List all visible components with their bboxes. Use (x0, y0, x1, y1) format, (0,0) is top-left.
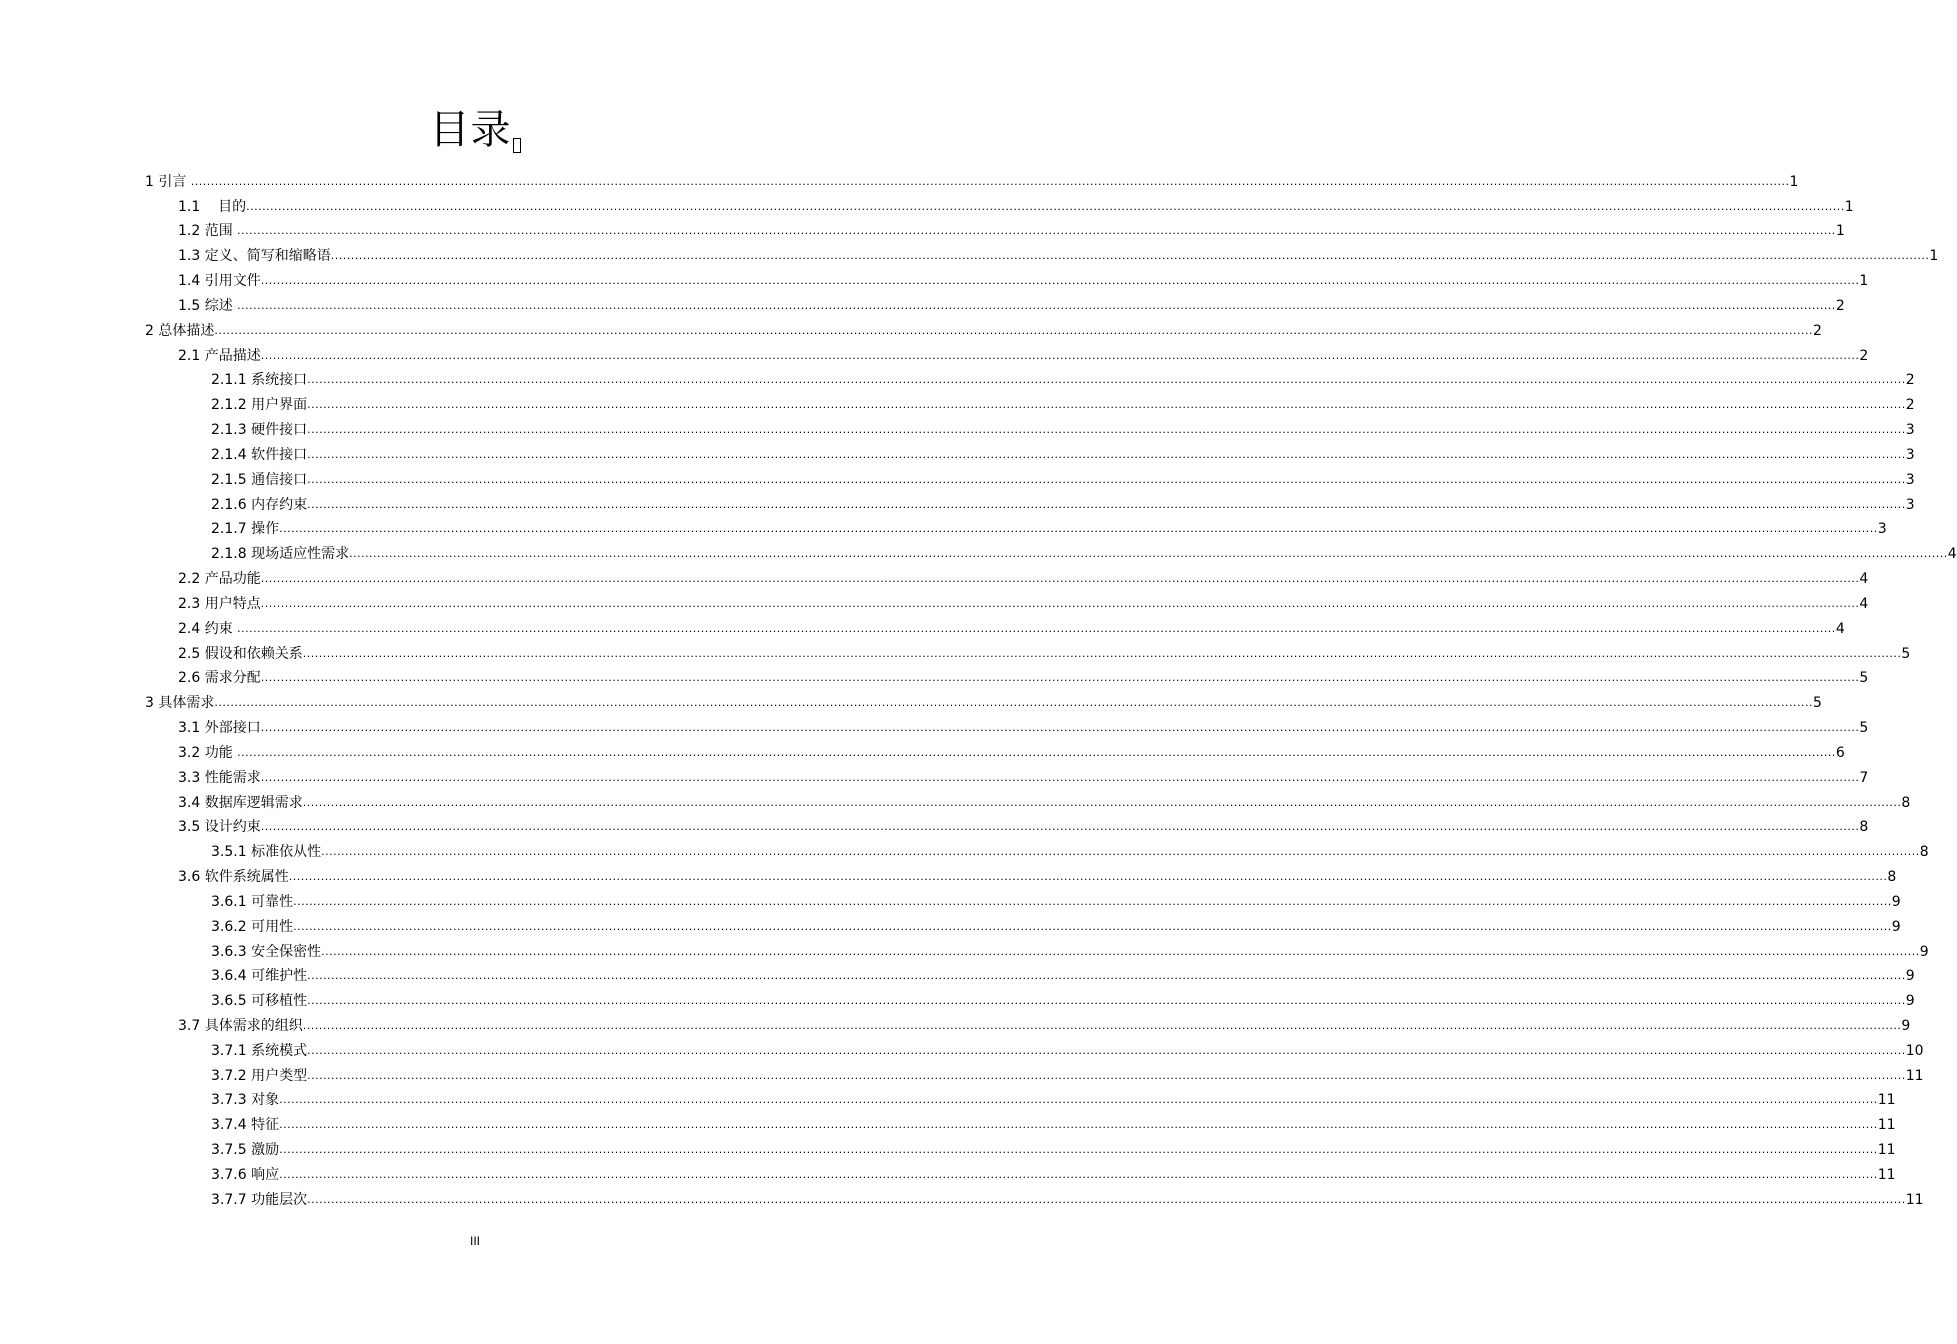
toc-entry[interactable] (0, 1184, 1924, 1209)
toc-leader-dots: ................................................................................................................................................................................................................................................................................................................................................................................................................ (237, 621, 1836, 635)
toc-leader-dots: ................................................................................................................................................................................................................................................................................................................................................................................................................ (237, 224, 1836, 238)
toc-leader-dots: ................................................................................................................................................................................................................................................................................................................................................................................................................ (302, 795, 1902, 809)
toc-leader-dots: ................................................................................................................................................................................................................................................................................................................................................................................................................ (307, 472, 1906, 486)
toc-leader-dots: ................................................................................................................................................................................................................................................................................................................................................................................................................ (260, 671, 1860, 685)
toc-entry-page: 2 (1859, 347, 1869, 364)
toc-entry-page: 11 (1877, 1117, 1896, 1134)
toc-leader-dots: ................................................................................................................................................................................................................................................................................................................................................................................................................ (321, 944, 1920, 958)
toc-leader-dots: ................................................................................................................................................................................................................................................................................................................................................................................................................ (307, 1192, 1906, 1206)
toc-entry-label: 3.5 设计约束 (178, 819, 261, 836)
placeholder-glyph-icon (513, 138, 521, 153)
toc-entry-line (211, 371, 1915, 389)
toc-entry-label: 2 总体描述 (145, 322, 215, 339)
toc-entry-line (211, 1091, 1896, 1109)
toc-entry[interactable] (0, 191, 1854, 216)
toc-entry-page: 11 (1877, 1142, 1896, 1159)
toc-entry-label: 3.5.1 标准依从性 (211, 844, 322, 861)
toc-entry[interactable] (0, 1134, 1896, 1159)
toc-entry-line (211, 545, 1957, 563)
toc-entry-page: 6 (1835, 744, 1845, 761)
toc-leader-dots: ................................................................................................................................................................................................................................................................................................................................................................................................................ (214, 696, 1813, 710)
toc-leader-dots: ................................................................................................................................................................................................................................................................................................................................................................................................................ (237, 745, 1836, 759)
toc-entry-page: 4 (1835, 620, 1845, 637)
toc-entry-page: 1 (1929, 248, 1939, 265)
toc-leader-dots: ................................................................................................................................................................................................................................................................................................................................................................................................................ (307, 373, 1906, 387)
toc-entry[interactable] (0, 414, 1915, 439)
toc-entry-line (178, 198, 1854, 216)
toc-leader-dots: ................................................................................................................................................................................................................................................................................................................................................................................................................ (260, 770, 1860, 784)
toc-entry[interactable] (0, 737, 1845, 762)
toc-leader-dots: ................................................................................................................................................................................................................................................................................................................................................................................................................ (307, 497, 1906, 511)
toc-leader-dots: ................................................................................................................................................................................................................................................................................................................................................................................................................ (288, 870, 1888, 884)
toc-entry-line (211, 918, 1901, 936)
toc-entry[interactable] (0, 1109, 1896, 1134)
toc-leader-dots: ................................................................................................................................................................................................................................................................................................................................................................................................................ (260, 348, 1860, 362)
toc-entry-label: 2.1.1 系统接口 (211, 372, 308, 389)
toc-entry-label: 3.6.4 可维护性 (211, 968, 308, 985)
toc-entry-page: 5 (1813, 695, 1822, 712)
toc-entry-page: 5 (1859, 670, 1869, 687)
toc-leader-dots: ................................................................................................................................................................................................................................................................................................................................................................................................................ (307, 1043, 1906, 1057)
toc-entry-label: 3.7.4 特征 (211, 1117, 280, 1134)
toc-entry-label: 3.6 软件系统属性 (178, 869, 289, 886)
toc-leader-dots: ................................................................................................................................................................................................................................................................................................................................................................................................................ (260, 721, 1860, 735)
toc-entry-page: 1 (1835, 223, 1845, 240)
toc-entry-page: 8 (1887, 869, 1897, 886)
toc-entry-label: 2.1.8 现场适应性需求 (211, 546, 350, 563)
toc-entry-line (211, 967, 1915, 985)
toc-leader-dots: ................................................................................................................................................................................................................................................................................................................................................................................................................ (246, 199, 1845, 213)
toc-entry-page: 2 (1835, 297, 1845, 314)
toc-entry-line (178, 669, 1869, 687)
toc-entry-page: 9 (1901, 1017, 1911, 1034)
toc-entry-line (211, 520, 1887, 538)
toc-entry[interactable] (0, 712, 1869, 737)
toc-leader-dots: ................................................................................................................................................................................................................................................................................................................................................................................................................ (279, 1143, 1878, 1157)
toc-entry-page: 3 (1877, 521, 1887, 538)
table-of-contents (0, 166, 1957, 1209)
toc-leader-dots: ................................................................................................................................................................................................................................................................................................................................................................................................................ (307, 423, 1906, 437)
toc-leader-dots: ................................................................................................................................................................................................................................................................................................................................................................................................................ (330, 249, 1930, 263)
toc-entry[interactable] (0, 985, 1915, 1010)
toc-entry[interactable] (0, 961, 1915, 986)
toc-entry-line (211, 396, 1915, 414)
toc-entry-label: 3.7.7 功能层次 (211, 1191, 308, 1208)
toc-entry[interactable] (0, 365, 1915, 390)
toc-leader-dots: ................................................................................................................................................................................................................................................................................................................................................................................................................ (293, 919, 1892, 933)
toc-entry-page: 11 (1877, 1092, 1896, 1109)
toc-leader-dots: ................................................................................................................................................................................................................................................................................................................................................................................................................ (279, 1118, 1878, 1132)
toc-entry-label: 3.7.5 激励 (211, 1142, 280, 1159)
toc-entry[interactable] (0, 1060, 1924, 1085)
toc-entry-label: 3.7.2 用户类型 (211, 1067, 308, 1084)
toc-leader-dots: ................................................................................................................................................................................................................................................................................................................................................................................................................ (302, 646, 1902, 660)
toc-leader-dots: ................................................................................................................................................................................................................................................................................................................................................................................................................ (260, 820, 1860, 834)
toc-entry[interactable] (0, 812, 1869, 837)
toc-entry-line (178, 794, 1911, 812)
toc-entry[interactable] (0, 489, 1915, 514)
toc-entry-line (178, 620, 1845, 638)
toc-entry-line (211, 893, 1901, 911)
toc-entry-label: 2.5 假设和依赖关系 (178, 645, 303, 662)
toc-leader-dots: ................................................................................................................................................................................................................................................................................................................................................................................................................ (307, 447, 1906, 461)
toc-leader-dots: ................................................................................................................................................................................................................................................................................................................................................................................................................ (321, 845, 1920, 859)
toc-entry[interactable] (0, 663, 1869, 688)
toc-entry[interactable] (0, 787, 1911, 812)
toc-entry-page: 8 (1919, 844, 1929, 861)
toc-entry-line (178, 868, 1897, 886)
toc-entry-line (178, 222, 1845, 240)
toc-entry-label: 2.1.6 内存约束 (211, 496, 308, 513)
toc-entry-page: 3 (1905, 446, 1915, 463)
toc-leader-dots: ................................................................................................................................................................................................................................................................................................................................................................................................................ (260, 572, 1860, 586)
toc-entry[interactable] (0, 216, 1845, 241)
toc-entry-page: 11 (1877, 1166, 1896, 1183)
toc-entry[interactable] (0, 290, 1845, 315)
toc-entry-line (178, 645, 1911, 663)
toc-entry-line (211, 471, 1915, 489)
toc-entry-label: 2.1 产品描述 (178, 347, 261, 364)
toc-entry-label: 1.3 定义、简写和缩略语 (178, 248, 331, 265)
toc-entry-label: 2.1.3 硬件接口 (211, 422, 308, 439)
toc-entry-page: 2 (1813, 322, 1822, 339)
toc-entry-line (178, 347, 1869, 365)
toc-entry[interactable] (0, 166, 1799, 191)
toc-leader-dots: ................................................................................................................................................................................................................................................................................................................................................................................................................ (279, 1093, 1878, 1107)
toc-entry[interactable] (0, 240, 1939, 265)
toc-entry-line (178, 272, 1869, 290)
toc-entry-label: 2.1.4 软件接口 (211, 446, 308, 463)
toc-entry-page: 3 (1905, 496, 1915, 513)
toc-entry-page: 8 (1859, 819, 1869, 836)
toc-entry-page: 9 (1905, 968, 1915, 985)
toc-entry-page: 9 (1891, 918, 1901, 935)
toc-entry[interactable] (0, 563, 1869, 588)
toc-entry-line (178, 297, 1845, 315)
toc-entry-line (178, 595, 1869, 613)
toc-entry-line (145, 322, 1822, 340)
toc-entry-label: 3.7.3 对象 (211, 1092, 280, 1109)
toc-entry-label: 2.1.7 操作 (211, 521, 280, 538)
toc-entry[interactable] (0, 886, 1901, 911)
toc-entry-label: 3.6.2 可用性 (211, 918, 294, 935)
toc-entry-line (178, 744, 1845, 762)
toc-entry-line (178, 1017, 1911, 1035)
toc-entry[interactable] (0, 762, 1869, 787)
toc-entry[interactable] (0, 1085, 1896, 1110)
toc-entry-line (145, 173, 1799, 191)
toc-leader-dots: ................................................................................................................................................................................................................................................................................................................................................................................................................ (349, 547, 1948, 561)
toc-entry[interactable] (0, 1010, 1911, 1035)
toc-entry-label: 3.6.1 可靠性 (211, 893, 294, 910)
toc-entry[interactable] (0, 638, 1911, 663)
toc-entry-line (211, 943, 1929, 961)
toc-entry-line (211, 421, 1915, 439)
toc-entry-label: 3.6.5 可移植性 (211, 993, 308, 1010)
toc-entry-label: 1.1 目的 (178, 198, 247, 215)
toc-leader-dots: ................................................................................................................................................................................................................................................................................................................................................................................................................ (307, 398, 1906, 412)
toc-leader-dots: ................................................................................................................................................................................................................................................................................................................................................................................................................ (279, 522, 1878, 536)
toc-entry-line (178, 719, 1869, 737)
toc-entry-label: 3.7 具体需求的组织 (178, 1017, 303, 1034)
toc-entry-page: 2 (1905, 372, 1915, 389)
toc-leader-dots: ................................................................................................................................................................................................................................................................................................................................................................................................................ (260, 596, 1860, 610)
toc-entry-line (211, 446, 1915, 464)
page-title: 目录 (429, 107, 512, 153)
toc-entry-line (211, 843, 1929, 861)
toc-entry-label: 2.1.2 用户界面 (211, 397, 308, 414)
toc-entry-label: 3.4 数据库逻辑需求 (178, 794, 303, 811)
toc-entry-page: 5 (1901, 645, 1911, 662)
toc-entry-label: 3.7.1 系统模式 (211, 1042, 308, 1059)
toc-entry-page: 8 (1901, 794, 1911, 811)
toc-entry[interactable] (0, 315, 1822, 340)
toc-entry-page: 3 (1905, 471, 1915, 488)
toc-leader-dots: ................................................................................................................................................................................................................................................................................................................................................................................................................ (260, 274, 1860, 288)
toc-entry-line (145, 694, 1822, 712)
toc-entry-page: 1 (1859, 273, 1869, 290)
toc-entry[interactable] (0, 439, 1915, 464)
toc-entry-page: 4 (1859, 571, 1869, 588)
toc-entry[interactable] (0, 861, 1897, 886)
toc-entry-page: 9 (1919, 943, 1929, 960)
toc-entry-label: 2.2 产品功能 (178, 571, 261, 588)
toc-entry-label: 2.4 约束 (178, 620, 238, 637)
toc-entry-label: 2.3 用户特点 (178, 595, 261, 612)
toc-leader-dots: ................................................................................................................................................................................................................................................................................................................................................................................................................ (307, 994, 1906, 1008)
toc-entry[interactable] (0, 613, 1845, 638)
toc-entry-page: 11 (1905, 1191, 1924, 1208)
toc-entry-page: 10 (1905, 1042, 1924, 1059)
toc-entry-label: 3 具体需求 (145, 695, 215, 712)
toc-entry-label: 3.3 性能需求 (178, 769, 261, 786)
toc-entry-label: 2.6 需求分配 (178, 670, 261, 687)
toc-entry-label: 1.4 引用文件 (178, 273, 261, 290)
toc-entry-page: 2 (1905, 397, 1915, 414)
toc-entry[interactable] (0, 538, 1957, 563)
toc-entry-page: 1 (1844, 198, 1854, 215)
toc-entry-page: 9 (1891, 893, 1901, 910)
toc-entry[interactable] (0, 1159, 1896, 1184)
toc-entry[interactable] (0, 687, 1822, 712)
toc-entry-page: 3 (1905, 422, 1915, 439)
toc-entry-page: 9 (1905, 993, 1915, 1010)
toc-entry-page: 1 (1789, 173, 1799, 190)
toc-entry-line (211, 992, 1915, 1010)
toc-entry-label: 3.2 功能 (178, 744, 238, 761)
toc-leader-dots: ................................................................................................................................................................................................................................................................................................................................................................................................................ (307, 1068, 1906, 1082)
toc-entry-page: 5 (1859, 720, 1869, 737)
toc-leader-dots: ................................................................................................................................................................................................................................................................................................................................................................................................................ (293, 894, 1892, 908)
page-number: III (469, 1234, 480, 1248)
toc-entry-page: 11 (1905, 1067, 1924, 1084)
toc-entry-label: 1 引言 (145, 173, 191, 190)
toc-leader-dots: ................................................................................................................................................................................................................................................................................................................................................................................................................ (237, 298, 1836, 312)
toc-entry[interactable] (0, 389, 1915, 414)
toc-leader-dots: ................................................................................................................................................................................................................................................................................................................................................................................................................ (307, 969, 1906, 983)
toc-leader-dots: ................................................................................................................................................................................................................................................................................................................................................................................................................ (214, 323, 1813, 337)
toc-entry[interactable] (0, 340, 1869, 365)
toc-entry-page: 4 (1947, 546, 1957, 563)
toc-entry-label: 3.1 外部接口 (178, 720, 261, 737)
toc-entry-line (211, 1141, 1896, 1159)
toc-entry[interactable] (0, 936, 1929, 961)
toc-title-wrap (0, 98, 950, 155)
toc-entry-label: 3.7.6 响应 (211, 1166, 280, 1183)
toc-leader-dots: ................................................................................................................................................................................................................................................................................................................................................................................................................ (279, 1167, 1878, 1181)
toc-entry[interactable] (0, 1035, 1924, 1060)
toc-leader-dots: ................................................................................................................................................................................................................................................................................................................................................................................................................ (302, 1018, 1902, 1032)
toc-entry-line (211, 1042, 1924, 1060)
toc-entry-line (178, 769, 1869, 787)
toc-entry-line (178, 818, 1869, 836)
toc-entry-page: 7 (1859, 769, 1869, 786)
toc-entry[interactable] (0, 588, 1869, 613)
toc-entry-line (211, 1067, 1924, 1085)
toc-entry-line (178, 570, 1869, 588)
toc-entry[interactable] (0, 464, 1915, 489)
toc-entry-line (211, 1116, 1896, 1134)
toc-entry[interactable] (0, 265, 1869, 290)
toc-entry-label: 2.1.5 通信接口 (211, 471, 308, 488)
toc-leader-dots: ................................................................................................................................................................................................................................................................................................................................................................................................................ (190, 174, 1790, 188)
toc-entry[interactable] (0, 911, 1901, 936)
toc-entry-line (211, 1191, 1924, 1209)
toc-entry-label: 1.5 综述 (178, 297, 238, 314)
toc-entry-label: 1.2 范围 (178, 223, 238, 240)
toc-entry-line (211, 1166, 1896, 1184)
toc-entry-page: 4 (1859, 595, 1869, 612)
toc-entry-label: 3.6.3 安全保密性 (211, 943, 322, 960)
toc-entry[interactable] (0, 514, 1887, 539)
toc-entry-line (211, 496, 1915, 514)
toc-entry[interactable] (0, 836, 1929, 861)
toc-entry-line (178, 247, 1939, 265)
